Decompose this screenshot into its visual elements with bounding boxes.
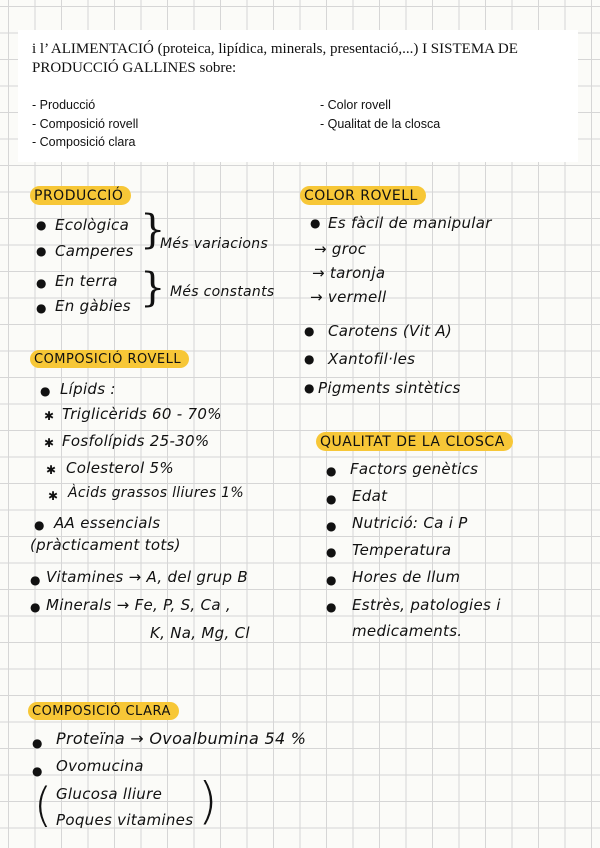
bullet-dot: ● — [36, 276, 47, 290]
bullet-dot: ● — [326, 492, 337, 506]
lipid-item: Àcids grassos lliures 1% — [68, 485, 244, 501]
bullet-dot: ● — [40, 384, 51, 398]
bullet-dot: ● — [310, 216, 321, 230]
lipids-label: Lípids : — [60, 380, 116, 398]
heading-color-rovell: COLOR ROVELL — [300, 186, 426, 205]
bullet-dot: ● — [326, 573, 337, 587]
heading-composicio-clara: COMPOSICIÓ CLARA — [28, 702, 179, 720]
proteina-line: Proteïna → Ovoalbumina 54 % — [56, 729, 307, 748]
color-intro: Es fàcil de manipular — [328, 214, 492, 232]
asterisk-icon: ✱ — [48, 489, 59, 503]
bracket-item: Glucosa lliure — [56, 785, 163, 803]
closca-item: Edat — [352, 487, 388, 505]
produccio-item: Camperes — [55, 242, 134, 260]
closca-continuation: medicaments. — [352, 622, 463, 640]
color-item: Xantofil·les — [328, 350, 416, 368]
topic-composicio-clara: - Composició clara — [32, 135, 136, 149]
produccio-item: En terra — [55, 272, 118, 290]
closca-item: Nutrició: Ca i P — [352, 514, 468, 532]
topic-qualitat-closca: - Qualitat de la closca — [320, 117, 441, 131]
closca-item: Factors genètics — [350, 460, 479, 478]
bullet-dot: ● — [326, 545, 337, 559]
lipid-item: Fosfolípids 25-30% — [62, 432, 210, 450]
asterisk-icon: ✱ — [46, 463, 57, 477]
right-brace-icon: } — [140, 265, 166, 311]
minerals-line-2: K, Na, Mg, Cl — [150, 624, 250, 642]
produccio-item: Ecològica — [55, 216, 130, 234]
bullet-dot: ● — [30, 600, 41, 614]
bullet-dot: ● — [304, 324, 315, 338]
bullet-dot: ● — [304, 381, 315, 395]
topic-composicio-rovell: - Composició rovell — [32, 117, 139, 131]
closca-item: Hores de llum — [352, 568, 461, 586]
bracket-item: Poques vitamines — [56, 811, 194, 829]
bullet-dot: ● — [304, 352, 315, 366]
topic-produccio: - Producció — [32, 98, 96, 112]
bullet-dot: ● — [34, 518, 45, 532]
left-paren-icon: ( — [34, 778, 52, 832]
closca-item: Temperatura — [352, 541, 452, 559]
color-item: Carotens (Vit A) — [328, 322, 453, 340]
heading-composicio-rovell: COMPOSICIÓ ROVELL — [30, 350, 189, 368]
produccio-note: Més constants — [170, 284, 275, 300]
lipid-item: Triglicèrids 60 - 70% — [62, 405, 222, 423]
page-title: i l’ ALIMENTACIÓ (proteica, lipídica, minerals, presentació,...) I SISTEMA DE PRODUCCIÓ GALLINES sobre: — [32, 41, 518, 76]
color-item: Pigments sintètics — [318, 379, 461, 397]
bullet-dot: ● — [30, 573, 41, 587]
ovomucina-line: Ovomucina — [56, 757, 144, 775]
color-arrow-item: → taronja — [312, 264, 386, 282]
bullet-dot: ● — [326, 519, 337, 533]
color-arrow-item: → vermell — [310, 288, 387, 306]
bullet-dot: ● — [32, 764, 43, 778]
right-paren-icon: ) — [198, 772, 218, 830]
header-card — [18, 30, 578, 162]
color-arrow-item: → groc — [314, 240, 367, 258]
bullet-dot: ● — [36, 218, 47, 232]
topic-color-rovell: - Color rovell — [320, 98, 391, 112]
asterisk-icon: ✱ — [44, 436, 55, 450]
bullet-dot: ● — [36, 301, 47, 315]
produccio-item: En gàbies — [55, 297, 131, 315]
vitamines-line: Vitamines → A, del grup B — [46, 568, 248, 586]
bullet-dot: ● — [326, 600, 337, 614]
heading-qualitat-closca: QUALITAT DE LA CLOSCA — [316, 432, 513, 451]
closca-item: Estrès, patologies i — [352, 596, 501, 614]
aa-note: (pràcticament tots) — [30, 536, 181, 554]
aa-label: AA essencials — [54, 514, 161, 532]
bullet-dot: ● — [32, 736, 43, 750]
bullet-dot: ● — [326, 464, 337, 478]
bullet-dot: ● — [36, 244, 47, 258]
heading-produccio: PRODUCCIÓ — [30, 186, 131, 205]
lipid-item: Colesterol 5% — [66, 459, 174, 477]
produccio-note: Més variacions — [160, 236, 269, 252]
asterisk-icon: ✱ — [44, 409, 55, 423]
minerals-line: Minerals → Fe, P, S, Ca , — [46, 596, 231, 614]
right-brace-icon: } — [140, 207, 166, 253]
